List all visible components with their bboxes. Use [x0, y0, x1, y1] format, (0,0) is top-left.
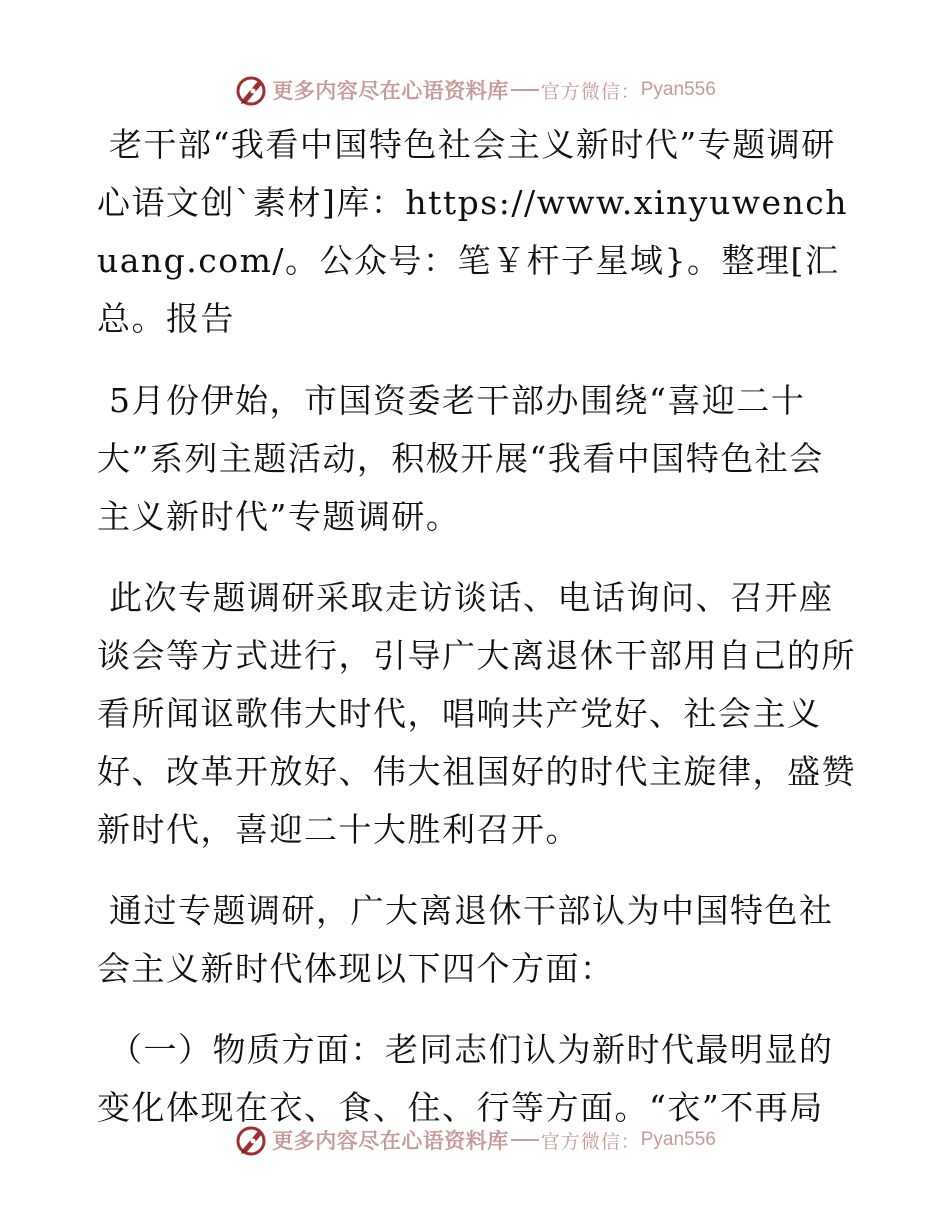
wechat-label: 官方微信：: [540, 1130, 641, 1153]
paragraph-title: 老干部“我看中国特色社会主义新时代”专题调研心语文创`素材]库：https://www.xinyuwenchuang.com/。公众号：笔￥杆子星域}。整理[汇总。报告: [97, 125, 848, 338]
pen-logo-icon: [234, 73, 268, 107]
pen-logo-icon: [234, 1123, 268, 1157]
header-watermark: [0, 70, 950, 110]
paragraph: 5月份伊始，市国资委老干部办围绕“喜迎二十大”系列主题活动，积极开展“我看中国特色社会主义新时代”专题调研。: [97, 381, 824, 536]
site-name: 更多内容尽在心语资料库: [272, 78, 509, 103]
wechat-id: Pyan556: [640, 1129, 716, 1150]
separator-dash: [511, 1139, 539, 1141]
wechat-label: 官方微信：: [540, 80, 641, 103]
wechat-id: Pyan556: [640, 79, 716, 100]
paragraph: 此次专题调研采取走访谈话、电话询问、召开座谈会等方式进行，引导广大离退休干部用自己的所看所闻讴歌伟大时代，唱响共产党好、社会主义好、改革开放好、伟大祖国好的时代主旋律，盛赞新时代，喜迎二十大胜利召开。: [97, 578, 856, 849]
document-body: [97, 116, 857, 1160]
site-name: 更多内容尽在心语资料库: [272, 1128, 509, 1153]
separator-dash: [511, 89, 539, 91]
footer-watermark: [0, 1120, 950, 1160]
paragraph: 通过专题调研，广大离退休干部认为中国特色社会主义新时代体现以下四个方面：: [97, 891, 834, 988]
paragraph: （一）物质方面：老同志们认为新时代最明显的变化体现在衣、食、住、行等方面。“衣”不再局: [97, 1030, 834, 1127]
